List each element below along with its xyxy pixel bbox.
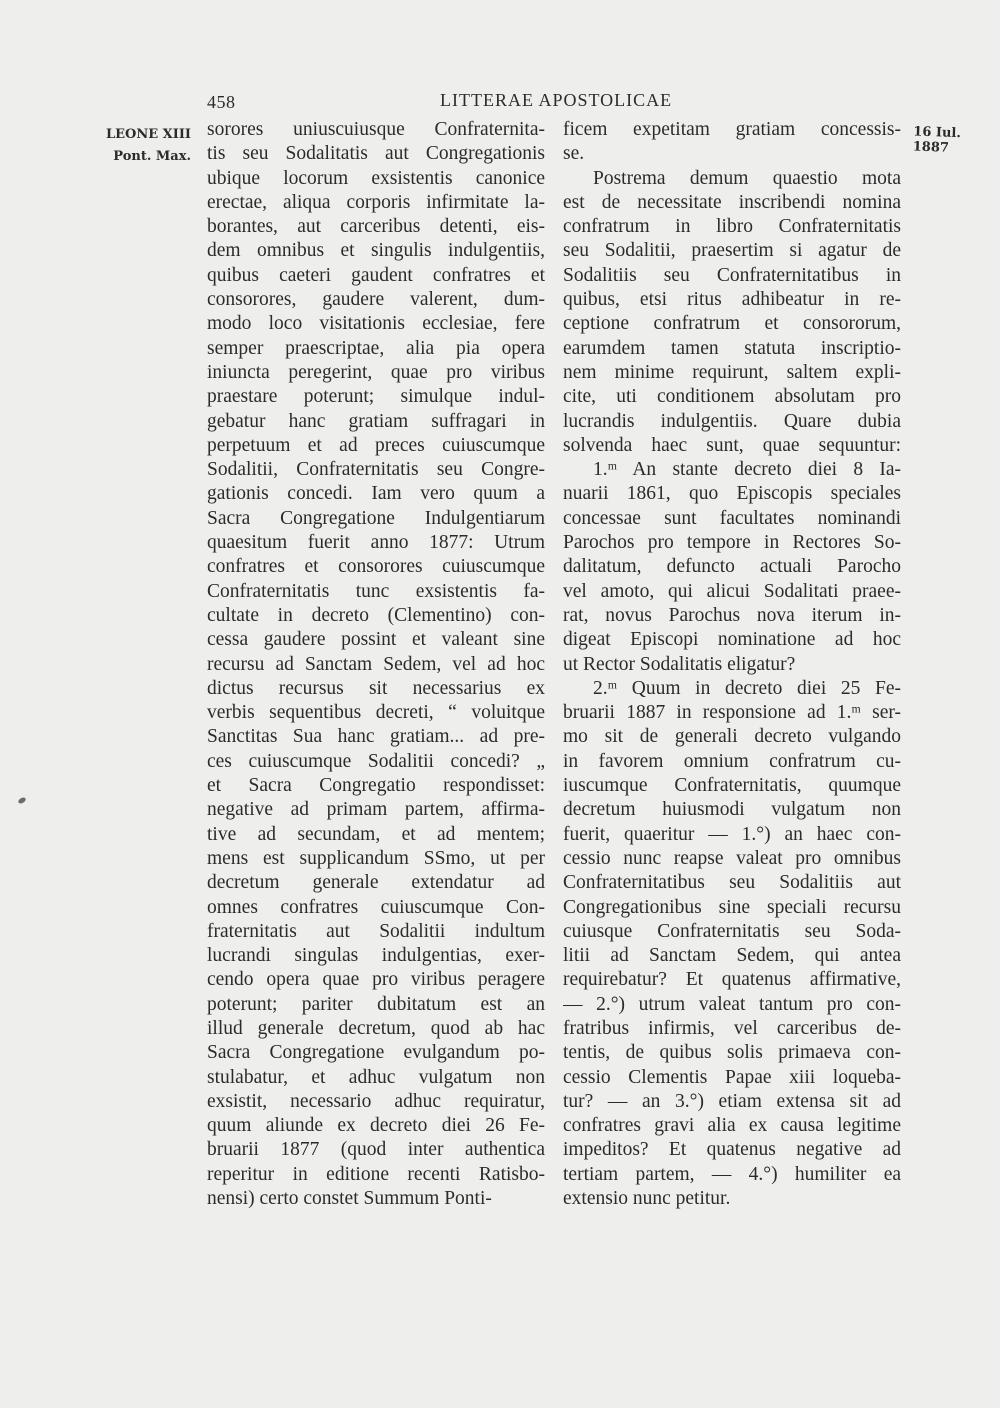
text-line: solvenda haec sunt, quae sequuntur: — [563, 434, 901, 456]
text-line: extensio nunc petitur. — [563, 1188, 731, 1210]
text-line: consorores, gaudere valerent, dum- — [207, 289, 545, 311]
text-line: ces cuiuscumque Sodalitii concedi? „ — [207, 750, 545, 772]
text-line: bruarii 1887 in responsione ad 1.ᵐ ser- — [563, 702, 901, 724]
ink-smudge — [17, 796, 26, 804]
text-line: tentis, de quibus solis primaeva con- — [563, 1042, 901, 1064]
text-line: semper praescriptae, alia pia opera — [207, 337, 545, 359]
margin-note-line: Pont. Max. — [113, 149, 191, 164]
text-line: dem omnibus et singulis indulgentiis, — [207, 240, 545, 262]
text-line: tertiam partem, — 4.°) humiliter ea — [563, 1163, 901, 1185]
text-line: cuiusque Confraternitatis seu Soda- — [563, 920, 901, 942]
text-line: Sodalitiis seu Confraternitatibus in — [563, 264, 901, 286]
text-line: requirebatur? Et quatenus affirmative, — [563, 969, 901, 991]
text-line: Parochos pro tempore in Rectores So- — [563, 532, 901, 554]
text-line: cendo opera quae pro viribus peragere — [207, 969, 545, 991]
text-line: rat, novus Parochus nova iterum in- — [563, 604, 901, 626]
text-line: cessio Clementis Papae xiii loqueba- — [563, 1066, 901, 1088]
text-line: dalitatum, defuncto actuali Parocho — [563, 556, 901, 578]
text-line: concessae sunt facultates nominandi — [563, 507, 901, 529]
text-line: earumdem tamen statuta inscriptio- — [563, 337, 901, 359]
text-line: Sodalitii, Confraternitatis seu Congre- — [207, 459, 545, 481]
text-line: gationis concedi. Iam vero quum a — [207, 483, 545, 505]
text-line: confratres et consorores cuiuscumque — [207, 556, 545, 578]
text-line: lucrandis indulgentiis. Quare dubia — [563, 410, 901, 432]
text-line: nensi) certo constet Summum Ponti- — [207, 1188, 492, 1210]
text-line: fuerit, quaeritur — 1.°) an haec con- — [563, 823, 901, 845]
text-line: omnes confratres cuiuscumque Con- — [207, 896, 545, 918]
text-line: tive ad secundam, et ad mentem; — [207, 823, 545, 845]
text-line: 1.ᵐ An stante decreto diei 8 Ia- — [593, 459, 901, 481]
text-line: cessa gaudere possint et valeant sine — [207, 629, 545, 651]
text-line: decretum huiusmodi vulgatum non — [563, 799, 901, 821]
text-line: ceptione confratrum et consororum, — [563, 313, 901, 335]
text-line: confratrum in libro Confraternitatis — [563, 216, 901, 238]
page-number: 458 — [207, 92, 236, 112]
text-line: Sanctitas Sua hanc gratiam... ad pre- — [207, 726, 545, 748]
text-line: negative ad primam partem, affirma- — [207, 799, 545, 821]
text-line: — 2.°) utrum valeat tantum pro con- — [563, 993, 901, 1015]
text-line: Confraternitatis tunc exsistentis fa- — [207, 580, 545, 602]
text-line: perpetuum et ad preces cuiuscumque — [207, 434, 545, 456]
margin-note-author — [96, 124, 191, 168]
text-line: iniuncta peregerint, quae pro viribus — [207, 361, 545, 383]
text-line: 2.ᵐ Quum in decreto diei 25 Fe- — [593, 677, 901, 699]
text-line: nem minime requirunt, saltem expli- — [563, 361, 901, 383]
text-line: cultate in decreto (Clementino) con- — [207, 604, 545, 626]
text-line: cessio nunc reapse valeat pro omnibus — [563, 847, 901, 869]
text-line: et Sacra Congregatio respondisset: — [207, 775, 545, 797]
text-line: nuarii 1861, quo Episcopis speciales — [563, 483, 901, 505]
running-title: LITTERAE APOSTOLICAE — [440, 90, 673, 110]
text-line: seu Sodalitii, praesertim si agatur de — [563, 240, 901, 262]
text-line: fraternitatis aut Sodalitii indultum — [207, 920, 545, 942]
text-line: se. — [563, 143, 585, 165]
text-line: bruarii 1877 (quod inter authentica — [207, 1139, 545, 1161]
text-line: sorores uniuscuiusque Confraternita- — [207, 119, 545, 140]
text-line: quibus, etsi ritus adhibeatur in re- — [563, 289, 901, 311]
left-text-column — [207, 118, 545, 1211]
text-line: recursu ad Sanctam Sedem, vel ad hoc — [207, 653, 545, 675]
text-line: poterunt; pariter dubitatum est an — [207, 993, 545, 1015]
text-line: Sacra Congregatione evulgandum po- — [207, 1042, 545, 1064]
text-line: modo loco visitationis ecclesiae, fere — [207, 313, 545, 335]
text-line: illud generale decretum, quod ab hac — [207, 1017, 545, 1039]
margin-note-date: 16 Iul. 1887 — [912, 124, 962, 156]
text-line: quum aliunde ex decreto diei 26 Fe- — [207, 1115, 545, 1137]
text-line: praestare poterunt; simulque indul- — [207, 386, 545, 408]
text-line: Sacra Congregatione Indulgentiarum — [207, 507, 545, 529]
right-text-column — [563, 118, 901, 1211]
text-line: verbis sequentibus decreti, “ voluitque — [207, 702, 545, 724]
text-line: lucrandi singulas indulgentias, exer- — [207, 945, 545, 967]
text-line: est de necessitate inscribendi nomina — [563, 191, 901, 213]
text-line: impeditos? Et quatenus negative ad — [563, 1139, 901, 1161]
text-line: litii ad Sanctam Sedem, qui antea — [563, 945, 901, 967]
text-line: ut Rector Sodalitatis eligatur? — [563, 653, 796, 675]
text-line: in favorem omnium confratrum cu- — [563, 750, 901, 772]
text-line: quibus caeteri gaudent confratres et — [207, 264, 545, 286]
text-line: tur? — an 3.°) etiam extensa sit ad — [563, 1090, 901, 1112]
text-line: decretum generale extendatur ad — [207, 872, 545, 894]
text-line: quaesitum fuerit anno 1877: Utrum — [207, 532, 545, 554]
text-line: reperitur in editione recenti Ratisbo- — [207, 1163, 545, 1185]
text-line: Confraternitatibus seu Sodalitiis aut — [563, 872, 901, 894]
text-line: Congregationibus sine speciali recursu — [563, 896, 901, 918]
text-line: confratres gravi alia ex causa legitime — [563, 1115, 901, 1137]
text-line: tis seu Sodalitatis aut Congregationis — [207, 143, 545, 165]
text-line: mo sit de generali decreto vulgando — [563, 726, 901, 748]
text-line: Postrema demum quaestio mota — [593, 167, 901, 189]
text-line: cite, uti conditionem absolutam pro — [563, 386, 901, 408]
text-line: borantes, aut carceribus detenti, eis- — [207, 216, 545, 238]
text-line: stulabatur, et adhuc vulgatum non — [207, 1066, 545, 1088]
text-line: iuscumque Confraternitatis, quumque — [563, 775, 901, 797]
text-line: fratribus infirmis, vel carceribus de- — [563, 1017, 901, 1039]
text-line: erectae, aliqua corporis infirmitate la- — [207, 191, 545, 213]
text-line: ubique locorum exsistentis canonice — [207, 167, 545, 189]
text-line: exsistit, necessario adhuc requiratur, — [207, 1090, 545, 1112]
text-line: gebatur hanc gratiam suffragari in — [207, 410, 545, 432]
text-line: dictus recursus sit necessarius ex — [207, 677, 545, 699]
text-line: digeat Episcopi nominatione ad hoc — [563, 629, 901, 651]
margin-note-line: LEONE XIII — [105, 127, 191, 142]
text-line: ficem expetitam gratiam concessis- — [563, 119, 901, 140]
text-line: mens est supplicandum SSmo, ut per — [207, 847, 545, 869]
text-line: vel amoto, qui alicui Sodalitati praee- — [563, 580, 901, 602]
